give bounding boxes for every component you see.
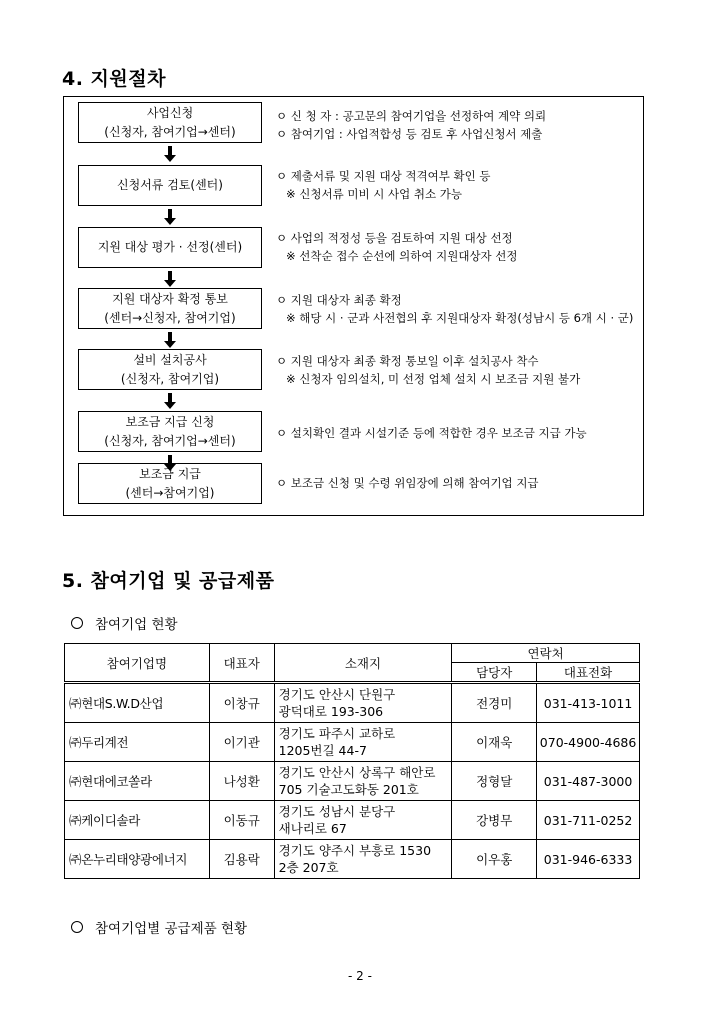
- cell-phone: 070-4900-4686: [537, 723, 640, 762]
- cell-manager: 이재욱: [452, 723, 537, 762]
- address-line: 경기도 안산시 단원구: [278, 687, 396, 702]
- step-desc-line: ㅇ 제출서류 및 지원 대상 적격여부 확인 등: [276, 169, 491, 183]
- step-label: 신청서류 검토(센터): [117, 178, 223, 192]
- cell-company: ㈜케이디솔라: [65, 801, 210, 840]
- circle-bullet-icon: [71, 921, 83, 933]
- procedure-frame: [63, 96, 644, 516]
- step-label: (신청자, 참여기업): [120, 371, 220, 386]
- step-label: (센터→참여기업): [125, 485, 215, 500]
- step-box: [78, 411, 262, 452]
- step-label: 보조금 지급: [139, 466, 201, 481]
- table-row: [65, 723, 640, 762]
- header-ceo: 대표자: [209, 644, 274, 683]
- cell-manager: 정형달: [452, 762, 537, 801]
- down-arrow-icon: [163, 393, 177, 411]
- step-note: ※ 선착순 접수 순선에 의하여 지원대상자 선정: [286, 249, 518, 263]
- header-company: 참여기업명: [65, 644, 210, 683]
- cell-phone: 031-413-1011: [537, 683, 640, 723]
- cell-ceo: 김용락: [209, 840, 274, 879]
- step-label: (센터→신청자, 참여기업): [104, 310, 236, 325]
- step-desc-line: ㅇ 지원 대상자 최종 확정: [276, 293, 402, 307]
- step-box: [78, 463, 262, 504]
- step-description: [276, 424, 641, 442]
- cell-phone: 031-946-6333: [537, 840, 640, 879]
- header-manager: 담당자: [452, 663, 537, 683]
- cell-manager: 이우홍: [452, 840, 537, 879]
- down-arrow-icon: [163, 146, 177, 164]
- cell-company: ㈜현대S.W.D산업: [65, 683, 210, 723]
- cell-ceo: 이동규: [209, 801, 274, 840]
- step-desc-line: ㅇ 사업의 적정성 등을 검토하여 지원 대상 선정: [276, 231, 513, 245]
- step-desc-line: ㅇ 참여기업 : 사업적합성 등 검토 후 사업신청서 제출: [276, 127, 543, 141]
- cell-address: [274, 840, 452, 879]
- cell-address: [274, 762, 452, 801]
- step-description: [276, 474, 641, 492]
- step-box: [78, 349, 262, 390]
- step-label: 지원 대상자 확정 통보: [112, 291, 228, 306]
- table-row: [65, 840, 640, 879]
- subheading-products: [71, 917, 247, 937]
- cell-company: ㈜온누리태양광에너지: [65, 840, 210, 879]
- step-label: (신청자, 참여기업→센터): [104, 124, 236, 139]
- cell-manager: 전경미: [452, 683, 537, 723]
- address-line: 경기도 안산시 상록구 해안로: [278, 765, 436, 780]
- step-label: 보조금 지급 신청: [125, 414, 215, 429]
- address-line: 광덕대로 193-306: [278, 704, 384, 719]
- subheading-participants-label: 참여기업 현황: [95, 617, 178, 633]
- cell-company: ㈜현대에코쏠라: [65, 762, 210, 801]
- address-line: 경기도 성남시 분당구: [278, 804, 396, 819]
- address-line: 2층 207호: [278, 860, 339, 875]
- table-row: [65, 683, 640, 723]
- page-number: - 2 -: [348, 969, 372, 983]
- step-box: [78, 227, 262, 268]
- step-note: ※ 신청서류 미비 시 사업 취소 가능: [286, 187, 462, 201]
- section-5-title: 5. 참여기업 및 공급제품: [62, 570, 275, 592]
- header-address: 소재지: [274, 644, 452, 683]
- step-description: [276, 352, 641, 388]
- header-phone: 대표전화: [537, 663, 640, 683]
- down-arrow-icon: [163, 209, 177, 227]
- step-desc-line: ㅇ 신 청 자 : 공고문의 참여기업을 선정하여 계약 의뢰: [276, 109, 547, 123]
- address-line: 1205번길 44-7: [278, 743, 367, 758]
- cell-ceo: 이기관: [209, 723, 274, 762]
- step-label: 설비 설치공사: [133, 352, 207, 367]
- cell-manager: 강병무: [452, 801, 537, 840]
- cell-phone: 031-711-0252: [537, 801, 640, 840]
- step-description: [276, 291, 641, 327]
- cell-company: ㈜두리계전: [65, 723, 210, 762]
- subheading-products-label: 참여기업별 공급제품 현황: [95, 921, 248, 937]
- step-description: [276, 167, 641, 203]
- cell-address: [274, 801, 452, 840]
- step-label: 지원 대상 평가 · 선정(센터): [97, 240, 243, 254]
- address-line: 경기도 파주시 교하로: [278, 726, 396, 741]
- table-row: [65, 762, 640, 801]
- step-note: ※ 해당 시 · 군과 사전협의 후 지원대상자 확정(성남시 등 6개 시 · 군): [286, 311, 634, 325]
- header-contact: 연락처: [452, 644, 640, 663]
- section-4-title: 4. 지원절차: [62, 68, 166, 90]
- step-desc-line: ㅇ 설치확인 결과 시설기준 등에 적합한 경우 보조금 지급 가능: [276, 426, 587, 440]
- step-description: [276, 107, 641, 143]
- cell-address: [274, 683, 452, 723]
- step-box: [78, 165, 262, 206]
- table-row: [65, 801, 640, 840]
- step-desc-line: ㅇ 지원 대상자 최종 확정 통보일 이후 설치공사 착수: [276, 354, 539, 368]
- down-arrow-icon: [163, 332, 177, 350]
- cell-ceo: 나성환: [209, 762, 274, 801]
- address-line: 경기도 양주시 부흥로 1530: [278, 843, 432, 858]
- participants-table: [64, 643, 640, 879]
- cell-phone: 031-487-3000: [537, 762, 640, 801]
- address-line: 새나리로 67: [278, 821, 347, 836]
- address-line: 705 기술고도화동 201호: [278, 782, 419, 797]
- subheading-participants: [71, 613, 178, 633]
- step-box: [78, 102, 262, 143]
- step-label: 사업신청: [146, 105, 194, 120]
- step-box: [78, 288, 262, 329]
- down-arrow-icon: [163, 271, 177, 289]
- step-desc-line: ㅇ 보조금 신청 및 수령 위임장에 의해 참여기업 지급: [276, 476, 539, 490]
- cell-address: [274, 723, 452, 762]
- step-description: [276, 229, 641, 265]
- circle-bullet-icon: [71, 617, 83, 629]
- step-label: (신청자, 참여기업→센터): [104, 433, 236, 448]
- cell-ceo: 이창규: [209, 683, 274, 723]
- step-note: ※ 신청자 임의설치, 미 선정 업체 설치 시 보조금 지원 불가: [286, 372, 581, 386]
